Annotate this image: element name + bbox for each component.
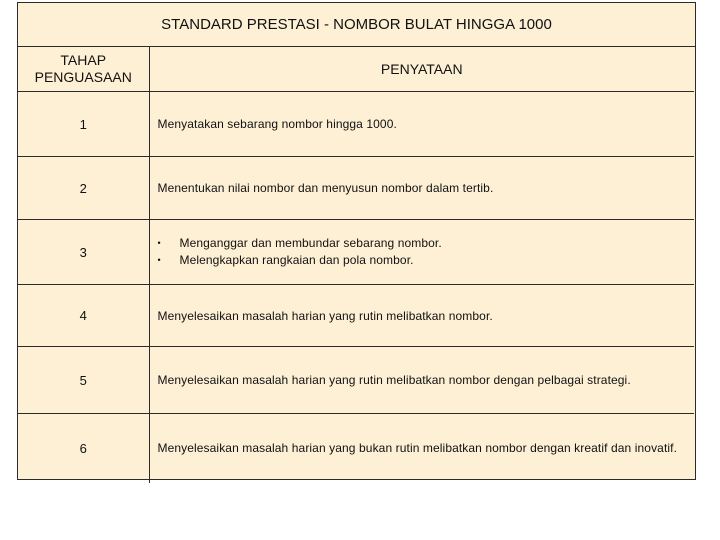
table-row bbox=[18, 347, 694, 414]
level-cell: 1 bbox=[18, 92, 149, 157]
bullet-icon: • bbox=[157, 238, 161, 248]
list-item bbox=[158, 235, 687, 252]
level-cell: 2 bbox=[18, 157, 149, 220]
statement-cell: Menyatakan sebarang nombor hingga 1000. bbox=[149, 92, 694, 157]
list-item-text: Melengkapkan rangkaian dan pola nombor. bbox=[179, 253, 414, 267]
header-statement: PENYATAAN bbox=[149, 47, 694, 92]
level-cell: 6 bbox=[18, 414, 149, 483]
statement-cell: Menentukan nilai nombor dan menyusun nombor dalam tertib. bbox=[149, 157, 694, 220]
table-row bbox=[18, 92, 694, 157]
statement-cell: Menyelesaikan masalah harian yang bukan rutin melibatkan nombor dengan kreatif dan inovatif. bbox=[149, 414, 694, 483]
list-item bbox=[158, 252, 687, 269]
page-title: STANDARD PRESTASI - NOMBOR BULAT HINGGA 1000 bbox=[18, 3, 695, 47]
bullet-icon: • bbox=[157, 255, 161, 265]
standard-table bbox=[18, 47, 694, 483]
table-row bbox=[18, 157, 694, 220]
table-row bbox=[18, 220, 694, 285]
header-level: TAHAP PENGUASAAN bbox=[18, 47, 149, 92]
list-item-text: Menganggar dan membundar sebarang nombor. bbox=[179, 236, 442, 250]
level-cell: 3 bbox=[18, 220, 149, 285]
level-cell: 5 bbox=[18, 347, 149, 414]
statement-cell: Menyelesaikan masalah harian yang rutin melibatkan nombor. bbox=[149, 285, 694, 347]
level-cell: 4 bbox=[18, 285, 149, 347]
table-row bbox=[18, 285, 694, 347]
table-header-row bbox=[18, 47, 694, 92]
statement-cell bbox=[149, 220, 694, 285]
bullet-list bbox=[158, 235, 687, 269]
standard-table-sheet bbox=[17, 2, 696, 480]
table-row bbox=[18, 414, 694, 483]
statement-cell: Menyelesaikan masalah harian yang rutin melibatkan nombor dengan pelbagai strategi. bbox=[149, 347, 694, 414]
